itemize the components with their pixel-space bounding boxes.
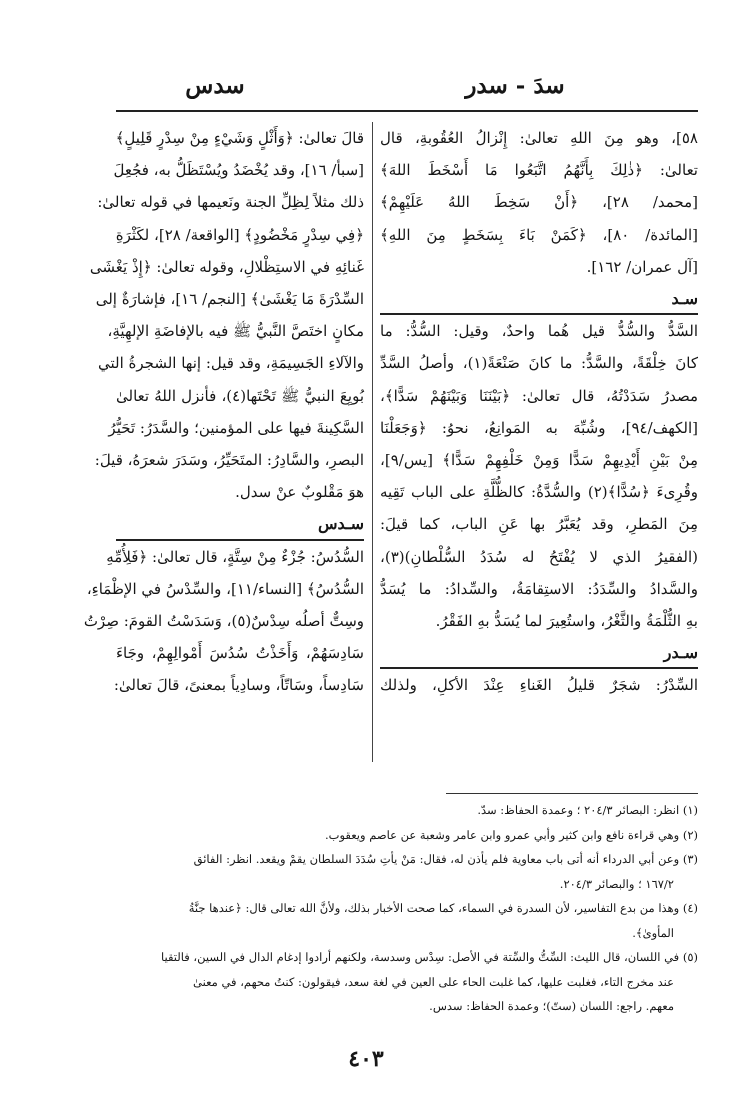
text-line: والآلاءِ الجَسِيمَةِ، وقد قيل: إنها الشجرةُ التي (98, 354, 364, 373)
text-line: هوَ مَقْلوبٌ عنْ سدل. (235, 483, 364, 502)
text-line: [الكهف/٩٤]، وشُبِّهَ به المَوانِعُ، نحوُ: ﴿وَجَعَلْنَا (380, 418, 698, 437)
text-line: البصرِ، والسَّادِرُ: المتَحَيِّرُ، وسَدَرَ شعرَهُ، قيلَ: (94, 451, 364, 470)
text-line: والسَّدادُ والسِّدَدُ: الاستِقامَةُ، والسِّدادُ: ما يُسَدُّ (380, 579, 698, 598)
text-line: ذلك مثلاً لِظِلِّ الجنة ونَعيمها في قوله تعالىٰ: (97, 193, 364, 212)
header-rule (116, 110, 698, 112)
footnote-line: عند مخرج التاء، فغلبت عليها، كما غلبت الحاء على العين في لغة سعد، فيقولون: كنتُ محهم، في معنىٰ (193, 974, 674, 989)
footnotes (116, 798, 698, 1019)
text-line: تعالىٰ: ﴿ذٰلِكَ بِأَنَّهُمُ اتَّبَعُوا مَا أَسْخَطَ اللهَ﴾ (380, 161, 698, 180)
footnote-line: ١٦٧/٢ ؛ والبصائر ٢٠٤/٣. (559, 876, 674, 891)
text-line: سَادِسَهُمْ، وَأَخَذْتُ سُدُسَ أَمْوالِهِمْ، وجَاءَ (116, 644, 364, 663)
text-line: (الفقيرُ الذي لا يُفْتَحُ له سُدَدُ السُّلْطانِ)(٣)، (380, 547, 698, 566)
footnote-line: معهم. راجع: اللسان (ستّ)؛ وعمدة الحفاظ: سدس. (429, 999, 674, 1013)
entry-heading-sdd: سـد (380, 283, 698, 315)
page-number: ٤٠٣ (348, 1046, 384, 1072)
column-divider (372, 122, 373, 762)
text-line: بهِ الثُّلْمَةُ والثَّغْرُ، واستُعِيرَ لما يُسَدُّ بهِ الفَقْرُ. (435, 612, 698, 631)
left-column (83, 122, 364, 702)
footnote (116, 823, 698, 848)
footnote-line: (٣) وعن أبي الدرداء أنه أتى باب معاوية فلم يأذن له، فقال: مَنْ يأتِ سُدَدَ السلطان يقمْ ويقعد. انظر: الفائق (193, 852, 698, 866)
text-line: السِّدْرُ: شجَرٌ قليلُ الغَناءِ عِنْدَ الأكلِ، ولذلك (380, 676, 698, 695)
header-left-title: سدس (185, 72, 245, 99)
text-line: مِنَ المَطرِ، وقد يُعَبَّرُ بها عَنِ الباب، كما قيلَ: (380, 515, 698, 534)
footnote-line: (٥) في اللسان، قال الليث: السِّتُّ والسِّتة في الأصل: سِدْس وسدسة، ولكنهم أرادوا إدغام الدال في السين، فالتقيا (161, 950, 698, 964)
text-line: قالَ تعالىٰ: ﴿وَأَثْلٍ وَشَيْءٍ مِنْ سِدْرٍ قَلِيلٍ﴾ (115, 129, 364, 147)
footnote-line: المأوىٰ﴾. (632, 925, 674, 940)
text-line: وقُرِىءَ ﴿سُدًّا﴾(٢) والسُّدَّةُ: كالظُّلَّةِ على الباب تَقِيه (380, 483, 699, 502)
header-right-title: سدَ - سدر (465, 72, 565, 99)
text-line: مصدرُ سَدَدْتُهُ، قال تعالىٰ: ﴿بَيْنَنَا وَبَيْنَهُمْ سَدًّا﴾، (380, 386, 698, 405)
footnote-line: (٢) وهي قراءة نافع وابن كثير وأبي عمرو وابن عامر وشعبة عن عاصم ويعقوب. (325, 827, 698, 842)
text-line: سَادِساً، وسَاتّاً، وسادِياً بمعنىً، قالَ تعالىٰ: (113, 676, 364, 695)
footnote-rule (446, 793, 698, 794)
text-line: [آل عمران/ ١٦٢]. (586, 257, 698, 276)
entry-heading-sds: سـدس (116, 508, 364, 540)
text-line: السَّكِينةَ فيها على المؤمنين؛ والسَّدَرُ: تَحَيُّرُ (108, 418, 364, 437)
text-line: السَّدُّ والسُّدُّ قيل هُما واحدٌ، وقيل: السُّدُّ: ما (380, 322, 698, 341)
footnote (116, 896, 698, 945)
text-line: مِنْ بَيْنِ أَيْدِيهِمْ سَدًّا وَمِنْ خَلْفِهِمْ سَدًّا﴾ [يس/٩]، (380, 451, 698, 470)
text-line: السِّدْرَةَ مَا يَغْشَىٰ﴾ [النجم/ ١٦]، فإشارَةٌ إلى (95, 290, 364, 309)
text-line: وسِتٌّ أصلُه سِدْسٌ(٥)، وَسَدَسْتُ القومَ: صِرْتُ (83, 612, 364, 631)
text-line: ٥٨]، وهو مِنَ اللهِ تعالىٰ: إِنْزالُ العُقُوبةِ، قال (380, 129, 698, 147)
text-line: [المائدة/ ٨٠]، ﴿كَمَنْ بَاءَ بِسَخَطٍ مِنَ اللهِ﴾ (380, 225, 699, 244)
footnote-line: (٤) وهذا من بدع التفاسير، لأن السدرة في السماء، كما صحت الأخبار بذلك، ولأنَّ الله تعالى قال: ﴿عندها جنَّةُ (188, 901, 698, 915)
right-column (380, 122, 698, 702)
text-line: بُويِعَ النبيُّ ﷺ تَحْتَها(٤)، فأنزل اللهُ تعالىٰ (116, 386, 364, 405)
text-line: غَنائِهِ في الاستِظْلالِ، وقوله تعالىٰ: ﴿إِذْ يَغْشَى (89, 257, 364, 276)
text-line: [محمد/ ٢٨]، ﴿أَنْ سَخِطَ اللهُ عَلَيْهِمْ﴾ (380, 193, 698, 212)
text-line: السُّدُسُ: جُزْءٌ مِنْ سِتَّةٍ، قال تعالىٰ: ﴿فَلِأُمِّهِ (106, 547, 364, 566)
running-header (0, 72, 732, 112)
footnote (116, 798, 698, 823)
footnote (116, 945, 698, 1019)
footnote-line: (١) انظر: البصائر ٢٠٤/٣ ؛ وعمدة الحفاظ: سدّ. (477, 803, 698, 817)
text-line: [سبأ/ ١٦]، وقد يُخْضَدُ ويُسْتَظَلُّ به، فجُعِلَ (113, 161, 364, 180)
text-line: مكانٍ اختَصَّ النَّبيُّ ﷺ فيه بالإفاضَةِ الإلهِيَّةِ، (107, 322, 364, 341)
footnote (116, 847, 698, 896)
entry-heading-sdr: سـدر (380, 637, 698, 669)
text-line: كانَ خِلْقَةً، والسَّدُّ: ما كانَ صَنْعَةً(١)، وأصلُ السَّدِّ (380, 354, 698, 373)
text-line: ﴿فِي سِدْرٍ مَخْضُودٍ﴾ [الواقعة/ ٢٨]، لكَثْرَةِ (115, 225, 364, 244)
text-line: السُّدُسُ﴾ [النساء/١١]، والسِّدْسُ في الإظْمَاءِ، (86, 579, 364, 598)
